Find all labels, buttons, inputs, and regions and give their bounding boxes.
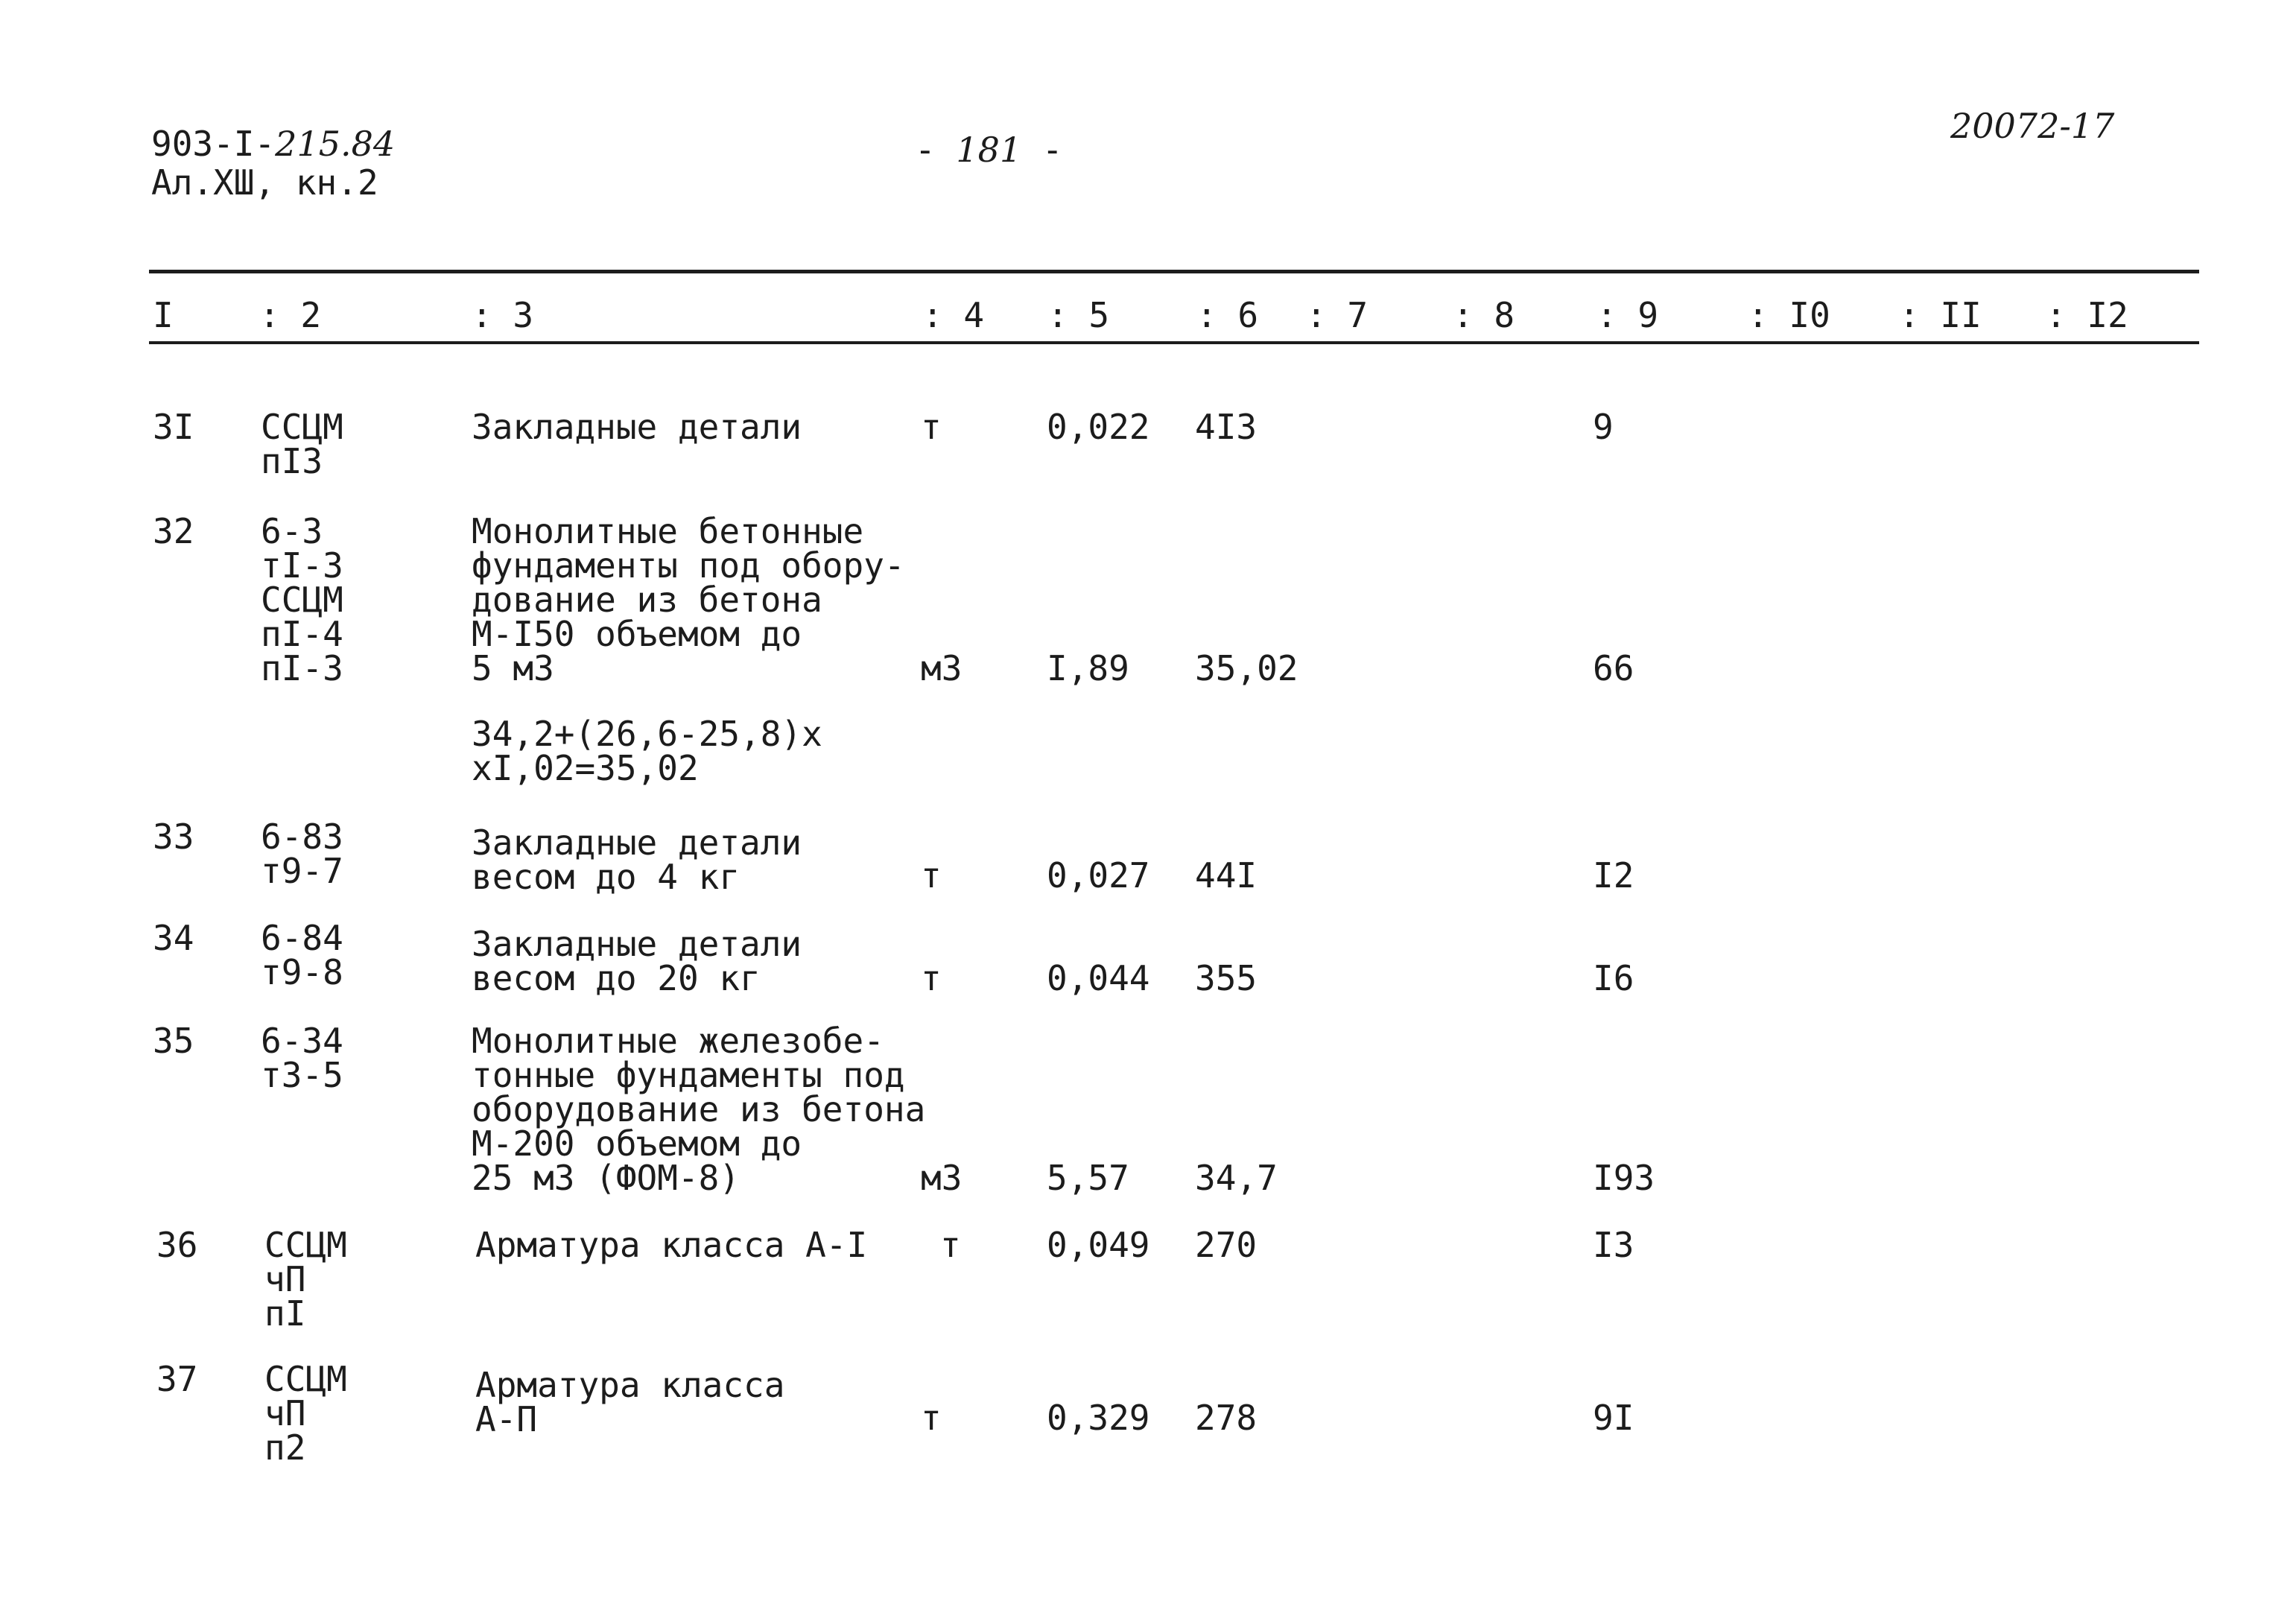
column-header-9: : 9 — [1596, 295, 1659, 335]
row-34-description: Закладные детали весом до 20 кг — [472, 924, 802, 998]
column-header-6: : 6 — [1196, 295, 1259, 335]
row-32-number: 32 — [153, 511, 194, 551]
row-34-total: I6 — [1593, 958, 1634, 998]
row-32-calculation: 34,2+(26,6-25,8)х хI,02=35,02 — [472, 714, 822, 788]
row-31-quantity: 0,022 — [1047, 407, 1150, 447]
row-31-description: Закладные детали — [472, 407, 802, 447]
row-32-code: 6-3 тI-3 ССЦМ пI-4 пI-3 — [261, 511, 343, 688]
row-33-number: 33 — [153, 817, 194, 857]
row-32-quantity: I,89 — [1047, 648, 1129, 688]
row-36-number: 36 — [156, 1225, 198, 1265]
column-header-10: : I0 — [1748, 295, 1830, 335]
row-31-code: ССЦМ пI3 — [261, 407, 343, 481]
column-header-8: : 8 — [1453, 295, 1515, 335]
archive-number: 20072-17 — [1950, 106, 2115, 146]
row-32-description: Монолитные бетонные фундаменты под обору- дование из бетона М-I50 объемом до 5 м3 — [472, 511, 905, 688]
page-number — [915, 130, 1063, 170]
page-number-dash-left: - — [915, 130, 936, 170]
column-header-3: : 3 — [472, 295, 534, 335]
row-35-quantity: 5,57 — [1047, 1158, 1129, 1198]
column-header-1: I — [153, 295, 174, 335]
row-37-quantity: 0,329 — [1047, 1398, 1150, 1438]
row-35-unit: м3 — [921, 1158, 963, 1198]
row-33-quantity: 0,027 — [1047, 855, 1150, 896]
row-36-code: ССЦМ чП пI — [264, 1225, 347, 1334]
row-35-number: 35 — [153, 1021, 194, 1061]
album-label: Ал.ХШ, кн.2 — [151, 162, 378, 203]
row-35-unit-price: 34,7 — [1195, 1158, 1278, 1198]
row-37-number: 37 — [156, 1359, 198, 1399]
column-header-5: : 5 — [1047, 295, 1110, 335]
document-code-prefix: 903-I- — [151, 124, 276, 164]
row-32-unit-price: 35,02 — [1195, 648, 1298, 688]
row-37-total: 9I — [1593, 1398, 1634, 1438]
row-37-code: ССЦМ чП п2 — [264, 1359, 347, 1468]
row-36-unit: т — [940, 1225, 961, 1265]
row-34-number: 34 — [153, 918, 194, 958]
page-number-dash-right: - — [1041, 130, 1063, 170]
row-35-total: I93 — [1593, 1158, 1655, 1198]
row-31-unit: т — [921, 407, 942, 447]
column-header-4: : 4 — [922, 295, 985, 335]
table-header-rule — [149, 341, 2199, 344]
row-34-unit: т — [921, 958, 942, 998]
row-32-total: 66 — [1593, 648, 1634, 688]
document-code — [151, 124, 396, 164]
row-33-total: I2 — [1593, 855, 1634, 896]
row-36-quantity: 0,049 — [1047, 1225, 1150, 1265]
row-37-description: Арматура класса А-П — [475, 1365, 785, 1439]
row-36-unit-price: 270 — [1195, 1225, 1258, 1265]
row-34-code: 6-84 т9-8 — [261, 918, 343, 992]
row-37-unit: т — [921, 1398, 942, 1438]
row-33-unit: т — [921, 855, 942, 896]
row-31-total: 9 — [1593, 407, 1614, 447]
row-34-unit-price: 355 — [1195, 958, 1258, 998]
row-35-description: Монолитные железобе- тонные фундаменты под оборудование из бетона М-200 объемом до 25 м3 (ФОМ-8) — [472, 1021, 926, 1198]
column-header-2: : 2 — [259, 295, 322, 335]
page-number-value: 181 — [956, 130, 1022, 170]
column-header-11: : II — [1899, 295, 1982, 335]
document-code-handwritten: 215.84 — [275, 124, 396, 164]
row-31-unit-price: 4I3 — [1195, 407, 1258, 447]
row-37-unit-price: 278 — [1195, 1398, 1258, 1438]
row-33-code: 6-83 т9-7 — [261, 817, 343, 891]
table-top-rule — [149, 270, 2199, 273]
row-34-quantity: 0,044 — [1047, 958, 1150, 998]
row-35-code: 6-34 т3-5 — [261, 1021, 343, 1095]
column-header-7: : 7 — [1306, 295, 1369, 335]
row-36-description: Арматура класса А-I — [475, 1225, 868, 1265]
row-33-description: Закладные детали весом до 4 кг — [472, 823, 802, 897]
column-header-12: : I2 — [2046, 295, 2128, 335]
row-31-number: 3I — [153, 407, 194, 447]
row-32-unit: м3 — [921, 648, 963, 688]
row-33-unit-price: 44I — [1195, 855, 1258, 896]
row-36-total: I3 — [1593, 1225, 1634, 1265]
